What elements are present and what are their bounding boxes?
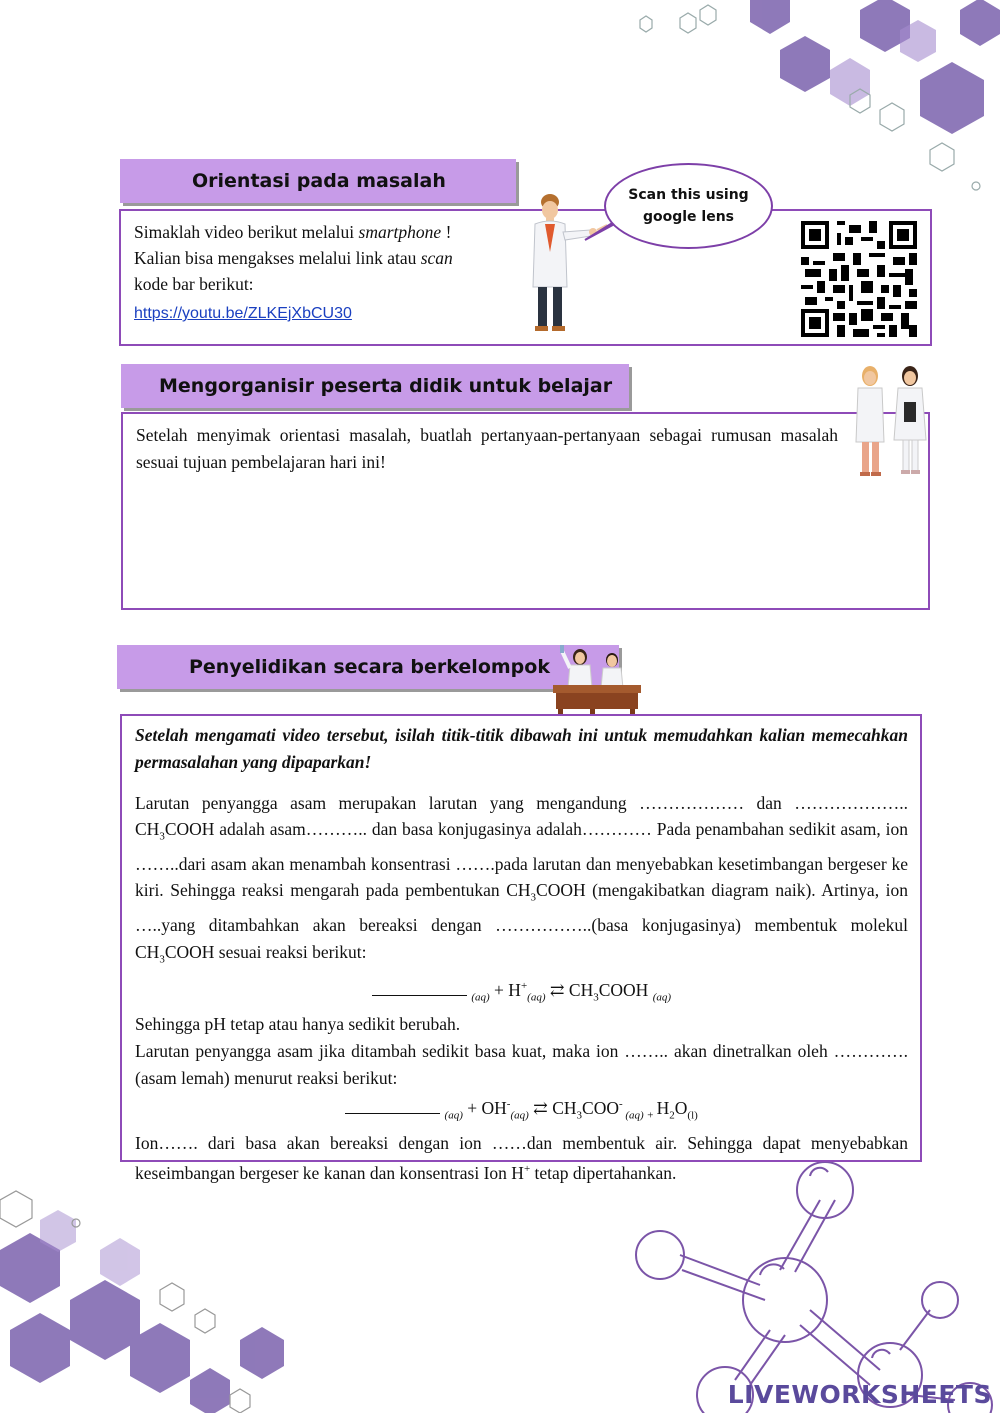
penyelidikan-box: [120, 714, 922, 1184]
reaction-2-blank[interactable]: [345, 1099, 440, 1114]
instruction-line-3: kode bar berikut:: [134, 274, 254, 294]
reaction-1-blank[interactable]: [372, 981, 467, 996]
penyelidikan-instruction: Setelah mengamati video tersebut, isilah titik-titik dibawah ini untuk memudahkan kalian memecahkan permasalahan yang dipaparkan!: [135, 725, 908, 772]
mengorganisir-box: [121, 412, 930, 610]
section-header-mengorganisir: [121, 364, 629, 408]
video-link[interactable]: https://youtu.be/ZLKEjXbCU30: [134, 305, 352, 322]
section-title: Penyelidikan secara berkelompok: [189, 656, 550, 678]
reaction-2: $_{(aq)} + OH^-_{(aq)}$ ⇄ $CH_3COO^-$ $_{(aq) +}$ $H_2O_{(l)}$: [135, 1091, 908, 1129]
paragraph-2: Sehingga pH tetap atau hanya sedikit berubah.: [135, 1014, 461, 1034]
orientasi-text: [134, 219, 514, 327]
paragraph-3: Larutan penyangga asam jika ditambah sedikit basa kuat, maka ion …….. akan dinetralkan oleh ………….(asam lemah) menurut reaksi berikut:: [135, 1040, 908, 1088]
qr-code[interactable]: [801, 221, 917, 337]
section-header-orientasi: [120, 159, 516, 203]
section-title: Mengorganisir peserta didik untuk belajar: [159, 375, 613, 397]
paragraph-4: Ion……. dari basa akan bereaksi dengan ion ……dan membentuk air. Sehingga dapat menyebabkan keseimbangan bergeser ke kanan dan konsentrasi Ion H+ tetap dipertahankan.: [135, 1132, 908, 1184]
section-title: Orientasi pada masalah: [192, 170, 446, 192]
hexagon-decoration-bottom: [0, 1190, 360, 1413]
instruction-line-2: Kalian bisa mengakses melalui link atau scan: [134, 248, 453, 268]
mengorganisir-text: Setelah menyimak orientasi masalah, buatlah pertanyaan-pertanyaan sebagai rumusan masalah sesuai tujuan pembelajaran hari ini!: [136, 425, 838, 472]
molecule-decoration: [620, 1160, 1000, 1413]
liveworksheets-logo[interactable]: [728, 1380, 992, 1409]
brand-text: LIVEWORKSHEETS: [727, 1380, 992, 1409]
instruction-line-1: Simaklah video berikut melalui smartphone !: [134, 222, 452, 242]
section-header-penyelidikan: [117, 645, 619, 689]
scan-speech-bubble: Scan this using google lens: [604, 163, 773, 249]
reaction-1: $_{(aq)} + H^+_{(aq)}$ ⇄ $CH_3COOH$ $_{(aq)}$: [135, 973, 908, 1011]
paragraph-1: Larutan penyangga asam merupakan larutan yang mengandung ……………… dan ……………….. $CH_3COOH$ adalah asam……….. dan basa konjugasinya adalah………… Pada penambahan sedikit asam, ion ……..dari asam akan menambah konsentrasi …….pada larutan dan menyebabkan kesetimbangan bergeser ke kiri. Sehingga reaksi mengarah pada pembentukan $CH_3COOH$ (mengakibatkan diagram naik). Artinya, ion …..yang ditambahkan akan bereaksi dengan ……………..(basa konjugasinya) membentuk molekul $CH_3COOH$ sesuai reaksi berikut:: [135, 792, 908, 966]
answer-area[interactable]: [136, 484, 915, 598]
scientists-illustration: [848, 362, 932, 480]
